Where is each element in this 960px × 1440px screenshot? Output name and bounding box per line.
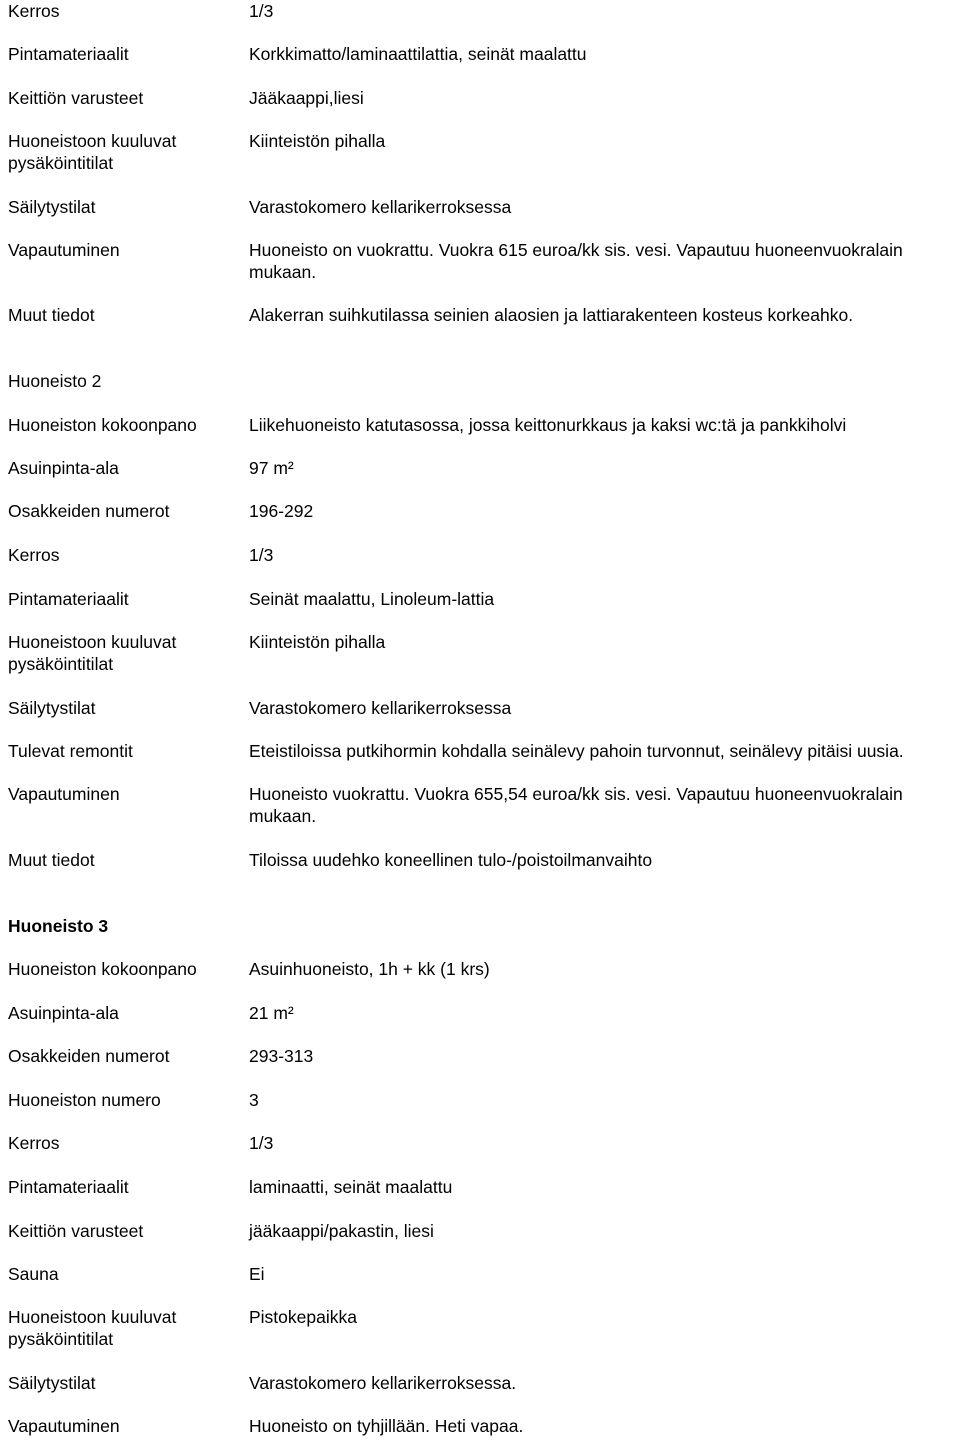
field-label: Keittiön varusteet — [8, 88, 144, 108]
field-label: Pintamateriaalit — [8, 44, 129, 64]
field-value: 1/3 — [249, 1, 274, 21]
field-value: Seinät maalattu, Linoleum-lattia — [249, 589, 495, 609]
field-value: Jääkaappi,liesi — [249, 88, 364, 108]
field-value: laminaatti, seinät maalattu — [249, 1177, 453, 1197]
field-label: Säilytystilat — [8, 197, 96, 217]
field-label: Vapautuminen — [8, 1416, 120, 1436]
field-value: 1/3 — [249, 1133, 274, 1153]
field-value: 196-292 — [249, 501, 314, 521]
field-label: Huoneistoon kuuluvat pysäköintitilat — [8, 131, 177, 173]
field-label: Vapautuminen — [8, 784, 120, 804]
section-heading: Huoneisto 3 — [8, 916, 109, 936]
field-label: Tulevat remontit — [8, 741, 133, 761]
field-value: 1/3 — [249, 545, 274, 565]
field-label: Pintamateriaalit — [8, 1177, 129, 1197]
field-label: Muut tiedot — [8, 850, 95, 870]
field-label: Huoneiston numero — [8, 1090, 161, 1110]
field-value: Alakerran suihkutilassa seinien alaosien ja lattiarakenteen kosteus korkeahko. — [249, 305, 854, 325]
field-value: Eteistiloissa putkihormin kohdalla seinälevy pahoin turvonnut, seinälevy pitäisi uusia. — [249, 741, 904, 761]
field-value: Huoneisto vuokrattu. Vuokra 655,54 euroa/kk sis. vesi. Vapautuu huoneenvuokralain mukaan. — [249, 784, 903, 826]
field-value: Korkkimatto/laminaattilattia, seinät maalattu — [249, 44, 587, 64]
field-label: Kerros — [8, 1133, 60, 1153]
field-value: jääkaappi/pakastin, liesi — [249, 1221, 434, 1241]
field-value: Ei — [249, 1264, 265, 1284]
field-value: Huoneisto on vuokrattu. Vuokra 615 euroa/kk sis. vesi. Vapautuu huoneenvuokralain mukaan. — [249, 240, 903, 282]
field-value: Kiinteistön pihalla — [249, 632, 386, 652]
field-value: Varastokomero kellarikerroksessa — [249, 197, 512, 217]
field-value: Kiinteistön pihalla — [249, 131, 386, 151]
field-label: Asuinpinta-ala — [8, 458, 119, 478]
field-label: Huoneistoon kuuluvat pysäköintitilat — [8, 1307, 177, 1349]
field-value: 97 m² — [249, 458, 294, 478]
field-label: Osakkeiden numerot — [8, 1046, 170, 1066]
field-label: Kerros — [8, 1, 60, 21]
field-value: Varastokomero kellarikerroksessa. — [249, 1373, 517, 1393]
field-label: Osakkeiden numerot — [8, 501, 170, 521]
field-label: Huoneiston kokoonpano — [8, 959, 197, 979]
field-value: 21 m² — [249, 1003, 294, 1023]
field-label: Keittiön varusteet — [8, 1221, 144, 1241]
field-label: Kerros — [8, 545, 60, 565]
field-value: Varastokomero kellarikerroksessa — [249, 698, 512, 718]
field-label: Vapautuminen — [8, 240, 120, 260]
field-label: Huoneistoon kuuluvat pysäköintitilat — [8, 632, 177, 674]
field-value: 3 — [249, 1090, 259, 1110]
field-label: Pintamateriaalit — [8, 589, 129, 609]
field-value: Asuinhuoneisto, 1h + kk (1 krs) — [249, 959, 490, 979]
field-value: Huoneisto on tyhjillään. Heti vapaa. — [249, 1416, 524, 1436]
field-value: 293-313 — [249, 1046, 314, 1066]
field-label: Huoneiston kokoonpano — [8, 415, 197, 435]
field-label: Muut tiedot — [8, 305, 95, 325]
field-label: Sauna — [8, 1264, 59, 1284]
field-label: Asuinpinta-ala — [8, 1003, 119, 1023]
field-value: Tiloissa uudehko koneellinen tulo-/poistoilmanvaihto — [249, 850, 653, 870]
field-value: Pistokepaikka — [249, 1307, 357, 1327]
field-value: Liikehuoneisto katutasossa, jossa keittonurkkaus ja kaksi wc:tä ja pankkiholvi — [249, 415, 847, 435]
field-label: Säilytystilat — [8, 1373, 96, 1393]
section-heading: Huoneisto 2 — [8, 371, 102, 391]
field-label: Säilytystilat — [8, 698, 96, 718]
